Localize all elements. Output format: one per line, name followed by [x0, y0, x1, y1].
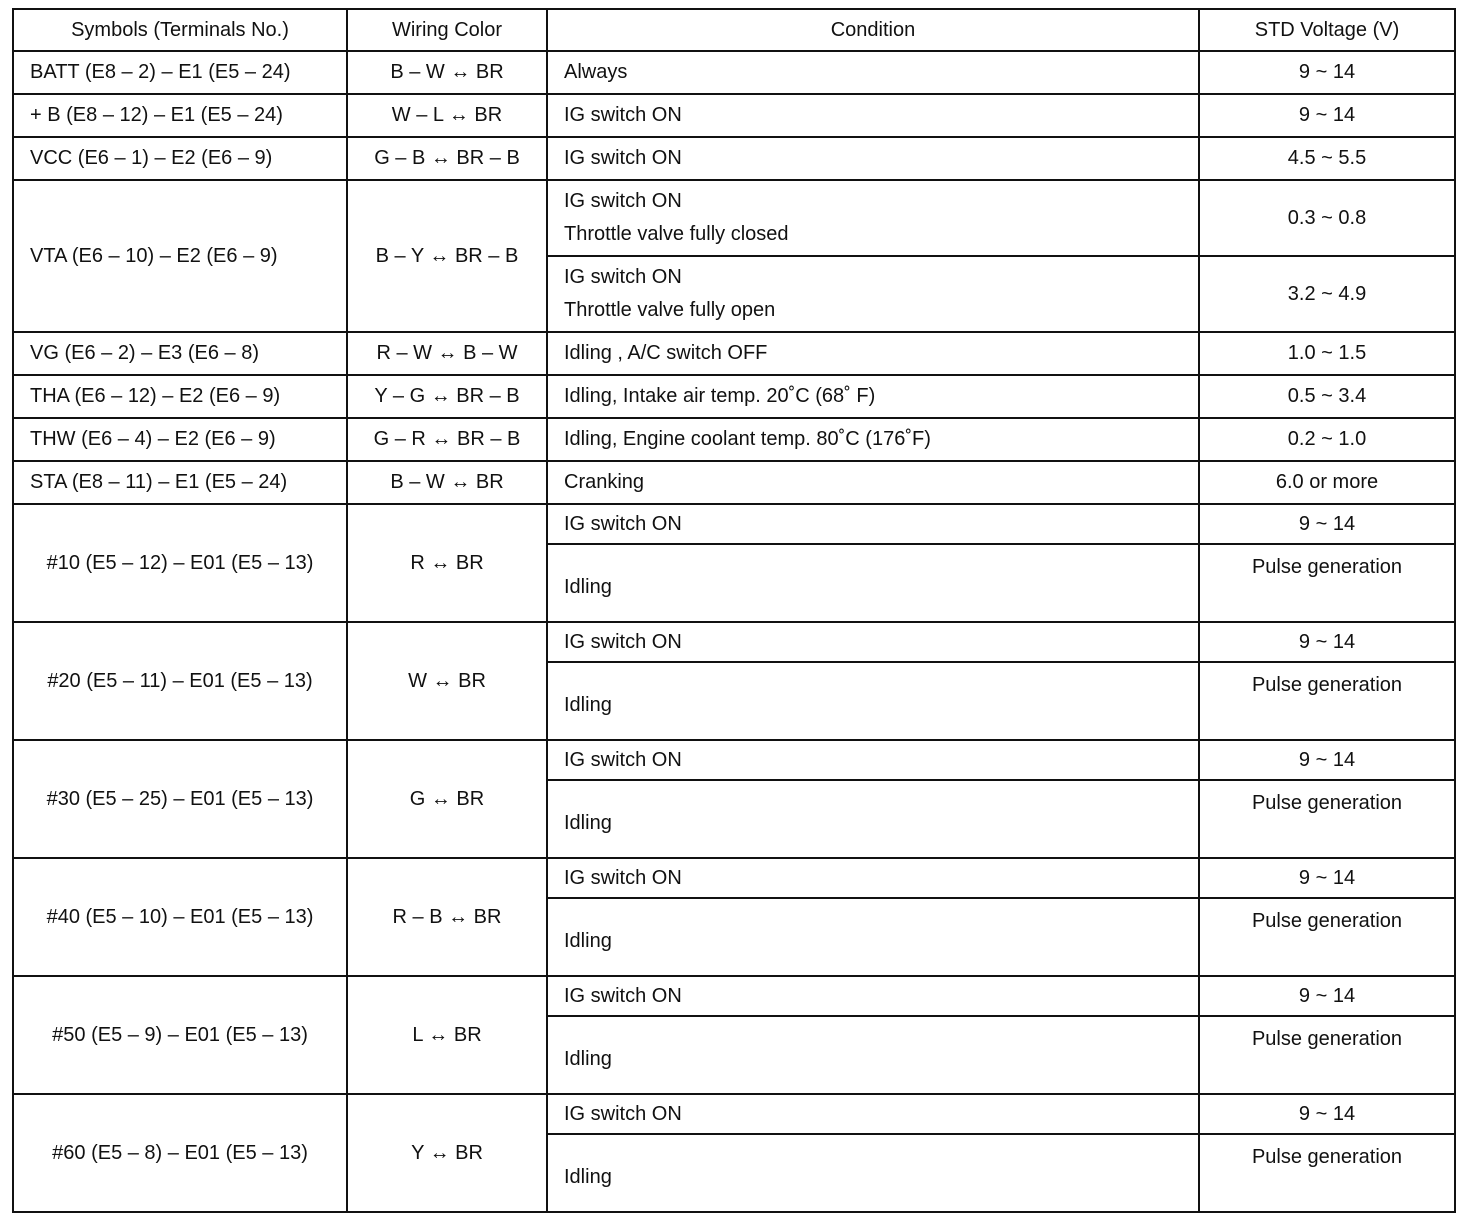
condition-line: Always	[564, 61, 628, 83]
table-row	[13, 51, 1455, 94]
symbol-cell: STA (E8 – 11) – E1 (E5 – 24)	[13, 461, 347, 504]
wiring-color-cell: Y – G ↔ BR – B	[347, 375, 547, 418]
std-voltage-cell: Pulse generation	[1199, 544, 1455, 622]
condition-line: IG switch ON	[564, 512, 682, 535]
wiring-color-cell: G – R ↔ BR – B	[347, 418, 547, 461]
wiring-color-cell: G – B ↔ BR – B	[347, 137, 547, 180]
table-row	[13, 622, 1455, 662]
wiring-color-cell: W ↔ BR	[347, 622, 547, 740]
condition-cell	[547, 375, 1199, 418]
condition-cell	[547, 740, 1199, 780]
wiring-color-cell: W – L ↔ BR	[347, 94, 547, 137]
std-voltage-cell: Pulse generation	[1199, 898, 1455, 976]
condition-line: Idling	[564, 929, 612, 952]
condition-line: IG switch ON	[564, 190, 682, 212]
condition-line: Idling	[564, 693, 612, 716]
condition-cell	[547, 976, 1199, 1016]
symbol-cell: #10 (E5 – 12) – E01 (E5 – 13)	[13, 504, 347, 622]
wiring-color-cell: B – Y ↔ BR – B	[347, 180, 547, 332]
symbol-cell: #30 (E5 – 25) – E01 (E5 – 13)	[13, 740, 347, 858]
wiring-color-cell: R – B ↔ BR	[347, 858, 547, 976]
symbol-cell: + B (E8 – 12) – E1 (E5 – 24)	[13, 94, 347, 137]
condition-cell	[547, 858, 1199, 898]
header-wiring-color: Wiring Color	[347, 9, 547, 51]
condition-line: IG switch ON	[564, 630, 682, 653]
condition-line: IG switch ON	[564, 147, 682, 169]
std-voltage-cell: Pulse generation	[1199, 662, 1455, 740]
condition-line: Idling	[564, 1047, 612, 1070]
condition-cell	[547, 662, 1199, 740]
condition-cell	[547, 1016, 1199, 1094]
condition-cell	[547, 51, 1199, 94]
condition-line: Idling, Intake air temp. 20˚C (68˚ F)	[564, 385, 876, 407]
symbol-cell: VG (E6 – 2) – E3 (E6 – 8)	[13, 332, 347, 375]
condition-line: Throttle valve fully closed	[564, 223, 789, 245]
condition-cell	[547, 504, 1199, 544]
symbol-cell: #60 (E5 – 8) – E01 (E5 – 13)	[13, 1094, 347, 1212]
condition-line: Throttle valve fully open	[564, 299, 776, 321]
condition-line: IG switch ON	[564, 866, 682, 889]
table-row	[13, 858, 1455, 898]
std-voltage-cell: 9 ~ 14	[1199, 504, 1455, 544]
table-row	[13, 180, 1455, 256]
wiring-color-cell: B – W ↔ BR	[347, 51, 547, 94]
header-row	[13, 9, 1455, 51]
voltage-spec-table	[12, 8, 1456, 1213]
condition-cell	[547, 1134, 1199, 1212]
std-voltage-cell: 9 ~ 14	[1199, 51, 1455, 94]
condition-cell	[547, 461, 1199, 504]
std-voltage-cell: Pulse generation	[1199, 1134, 1455, 1212]
symbol-cell: THA (E6 – 12) – E2 (E6 – 9)	[13, 375, 347, 418]
std-voltage-cell: 9 ~ 14	[1199, 858, 1455, 898]
wiring-color-cell: G ↔ BR	[347, 740, 547, 858]
condition-line: Idling, Engine coolant temp. 80˚C (176˚F)	[564, 428, 931, 450]
wiring-color-cell: R ↔ BR	[347, 504, 547, 622]
condition-cell	[547, 780, 1199, 858]
table-body	[13, 51, 1455, 1212]
symbol-cell: THW (E6 – 4) – E2 (E6 – 9)	[13, 418, 347, 461]
condition-line: Idling	[564, 1165, 612, 1188]
condition-line: Idling	[564, 575, 612, 598]
std-voltage-cell: 9 ~ 14	[1199, 740, 1455, 780]
table-row	[13, 976, 1455, 1016]
table-row	[13, 137, 1455, 180]
std-voltage-cell: 0.2 ~ 1.0	[1199, 418, 1455, 461]
std-voltage-cell: 6.0 or more	[1199, 461, 1455, 504]
condition-line: Idling	[564, 811, 612, 834]
condition-cell	[547, 94, 1199, 137]
wiring-color-cell: Y ↔ BR	[347, 1094, 547, 1212]
std-voltage-cell: 9 ~ 14	[1199, 1094, 1455, 1134]
condition-cell	[547, 1094, 1199, 1134]
table-row	[13, 418, 1455, 461]
wiring-color-cell: R – W ↔ B – W	[347, 332, 547, 375]
table-row	[13, 94, 1455, 137]
wiring-color-cell: B – W ↔ BR	[347, 461, 547, 504]
std-voltage-cell: Pulse generation	[1199, 1016, 1455, 1094]
table-row	[13, 461, 1455, 504]
condition-cell	[547, 256, 1199, 332]
header-std-voltage: STD Voltage (V)	[1199, 9, 1455, 51]
symbol-cell: #40 (E5 – 10) – E01 (E5 – 13)	[13, 858, 347, 976]
header-condition: Condition	[547, 9, 1199, 51]
table-row	[13, 504, 1455, 544]
symbol-cell: #50 (E5 – 9) – E01 (E5 – 13)	[13, 976, 347, 1094]
condition-line: IG switch ON	[564, 266, 682, 288]
condition-cell	[547, 418, 1199, 461]
table-row	[13, 332, 1455, 375]
condition-line: Cranking	[564, 471, 645, 493]
condition-cell	[547, 622, 1199, 662]
symbol-cell: VTA (E6 – 10) – E2 (E6 – 9)	[13, 180, 347, 332]
table-row	[13, 375, 1455, 418]
std-voltage-cell: 9 ~ 14	[1199, 94, 1455, 137]
condition-cell	[547, 898, 1199, 976]
condition-cell	[547, 544, 1199, 622]
condition-line: IG switch ON	[564, 104, 682, 126]
header-symbols: Symbols (Terminals No.)	[13, 9, 347, 51]
wiring-color-cell: L ↔ BR	[347, 976, 547, 1094]
symbol-cell: BATT (E8 – 2) – E1 (E5 – 24)	[13, 51, 347, 94]
condition-cell	[547, 332, 1199, 375]
condition-cell	[547, 137, 1199, 180]
table-row	[13, 1094, 1455, 1134]
table-row	[13, 740, 1455, 780]
condition-line: Idling , A/C switch OFF	[564, 342, 768, 364]
std-voltage-cell: 9 ~ 14	[1199, 976, 1455, 1016]
symbol-cell: VCC (E6 – 1) – E2 (E6 – 9)	[13, 137, 347, 180]
std-voltage-cell: 9 ~ 14	[1199, 622, 1455, 662]
std-voltage-cell: 4.5 ~ 5.5	[1199, 137, 1455, 180]
std-voltage-cell: 3.2 ~ 4.9	[1199, 256, 1455, 332]
condition-cell	[547, 180, 1199, 256]
condition-line: IG switch ON	[564, 1102, 682, 1125]
std-voltage-cell: 0.5 ~ 3.4	[1199, 375, 1455, 418]
condition-line: IG switch ON	[564, 748, 682, 771]
condition-line: IG switch ON	[564, 984, 682, 1007]
std-voltage-cell: 1.0 ~ 1.5	[1199, 332, 1455, 375]
std-voltage-cell: Pulse generation	[1199, 780, 1455, 858]
std-voltage-cell: 0.3 ~ 0.8	[1199, 180, 1455, 256]
symbol-cell: #20 (E5 – 11) – E01 (E5 – 13)	[13, 622, 347, 740]
